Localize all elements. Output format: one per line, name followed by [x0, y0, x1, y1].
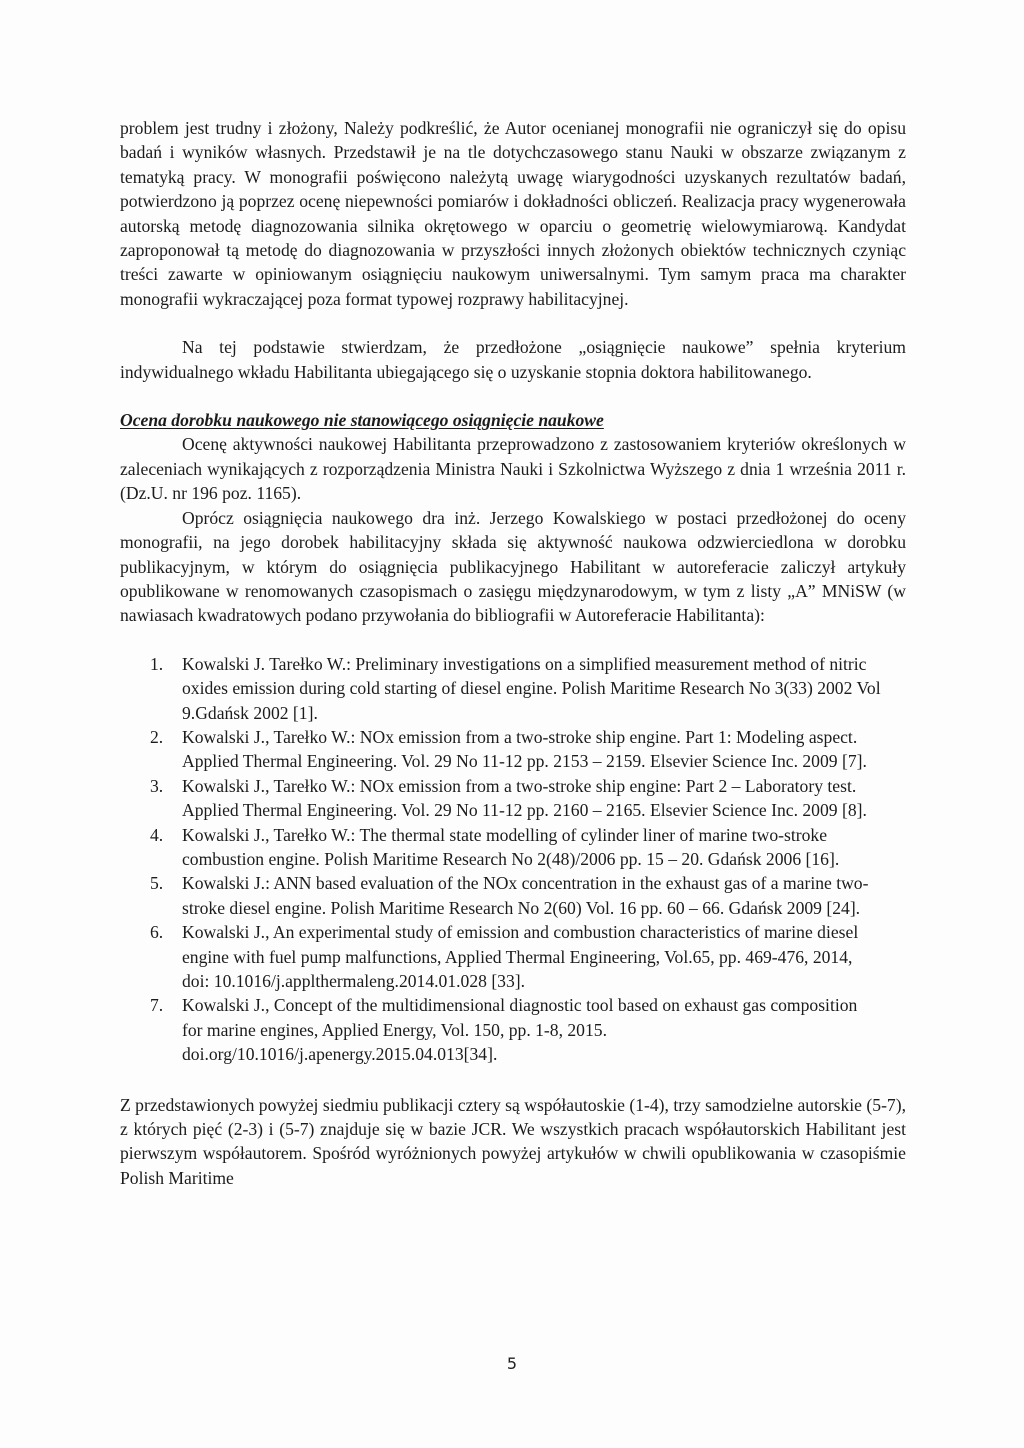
- section-heading: Ocena dorobku naukowego nie stanowiącego osiągnięcie naukowe: [120, 410, 604, 431]
- reference-text: Kowalski J.: ANN based evaluation of the NOx concentration in the exhaust gas of a marine two-stroke diesel engine. Polish Maritime Research No 2(60) Vol. 16 pp. 60 – 66. Gdańsk 2009 [24].: [182, 873, 869, 918]
- reference-text: Kowalski J., Concept of the multidimensional diagnostic tool based on exhaust gas composition for marine engines, Applied Energy, Vol. 150, pp. 1-8, 2015. doi.org/10.1016/j.apenergy.2015.04.013[34].: [182, 995, 858, 1065]
- page-number: 5: [506, 1354, 518, 1373]
- paragraph-monograph-assessment: problem jest trudny i złożony, Należy podkreślić, że Autor ocenianej monografii nie ograniczył się do opisu badań i wyników własnych. Przedstawił je na tle dotychczasowego stanu Nauki w obszarze związanym z tematyką pracy. W monografii poświęcono należytą uwagę wiarygodności uzyskanych rezultatów badań, potwierdzono ją poprzez ocenę niepewności pomiarów i dokładności obliczeń. Realizacja pracy wygenerowała autorską metodę diagnozowania silnika okrętowego w oparciu o geometrię wielowymiarową. Kandydat zaproponował tą metodę do diagnozowania w przyszłości innych złożonych obiektów technicznych czyniąc treści zawarte w opiniowanym osiągnięciu naukowym uniwersalnymi. Tym samym praca ma charakter monografii wykraczającej poza format typowej rozprawy habilitacyjnej.: [120, 118, 906, 309]
- reference-item: [120, 993, 882, 1066]
- reference-item: [120, 871, 882, 920]
- reference-text: Kowalski J. Tarełko W.: Preliminary investigations on a simplified measurement method of nitric oxides emission during cold starting of diesel engine. Polish Maritime Research No 3(33) 2002 Vol 9.Gdańsk 2002 [1].: [182, 653, 881, 723]
- paragraph-conclusion: Na tej podstawie stwierdzam, że przedłożone „osiągnięcie naukowe” spełnia kryterium indywidualnego wkładu Habilitanta ubiegającego się o uzyskanie stopnia doktora habilitowanego.: [120, 337, 906, 382]
- reference-number: 4.: [150, 824, 164, 845]
- reference-number: 7.: [150, 995, 164, 1016]
- reference-item: [120, 823, 882, 872]
- paragraph-activity-assessment: Ocenę aktywności naukowej Habilitanta przeprowadzono z zastosowaniem kryteriów określonych w zaleceniach wynikających z rozporządzenia Ministra Nauki i Szkolnictwa Wyższego z dnia 1 września 2011 r. (Dz.U. nr 196 poz. 1165).: [120, 434, 906, 504]
- reference-number: 2.: [150, 726, 164, 747]
- reference-item: [120, 725, 882, 774]
- reference-number: 5.: [150, 873, 164, 894]
- reference-item: [120, 774, 882, 823]
- reference-number: 1.: [150, 653, 164, 674]
- page-content: [120, 116, 906, 1190]
- reference-item: [120, 920, 882, 993]
- reference-number: 6.: [150, 922, 164, 943]
- reference-text: Kowalski J., Tarełko W.: The thermal state modelling of cylinder liner of marine two-stroke combustion engine. Polish Maritime Research No 2(48)/2006 pp. 15 – 20. Gdańsk 2006 [16].: [182, 824, 840, 869]
- reference-list: [120, 652, 906, 1067]
- reference-text: Kowalski J., Tarełko W.: NOx emission from a two-stroke ship engine: Part 2 – Laboratory test. Applied Thermal Engineering. Vol. 29 No 11-12 pp. 2160 – 2165. Elsevier Science Inc. 2009 [8].: [182, 775, 867, 821]
- reference-text: Kowalski J., An experimental study of emission and combustion characteristics of marine diesel engine with fuel pump malfunctions, Applied Thermal Engineering, Vol.65, pp. 469-476, 2014, doi: 10.1016/j.applthermaleng.2014.01.028 [33].: [182, 922, 859, 991]
- reference-item: [120, 652, 882, 725]
- paragraph-publication-summary: Z przedstawionych powyżej siedmiu publikacji cztery są współautoskie (1-4), trzy samodzielne autorskie (5-7), z których pięć (2-3) i (5-7) znajduje się w bazie JCR. We wszystkich pracach współautorskich Habilitant jest pierwszym współautorem. Spośród wyróżnionych powyżej artykułów w chwili opublikowania w czasopiśmie Polish Maritime: [120, 1094, 906, 1188]
- reference-number: 3.: [150, 775, 164, 796]
- paragraph-publication-record: Oprócz osiągnięcia naukowego dra inż. Jerzego Kowalskiego w postaci przedłożonej do oceny monografii, na jego dorobek habilitacyjny składa się aktywność naukowa odzwierciedlona w dorobku publikacyjnym, w którym do osiągnięcia publikacyjnego Habilitant w autoreferacie zaliczył artykuły opublikowane w renomowanych czasopismach o zasięgu międzynarodowym, w tym z listy „A” MNiSW (w nawiasach kwadratowych podano przywołania do bibliografii w Autoreferacie Habilitanta):: [120, 507, 906, 626]
- reference-text: Kowalski J., Tarełko W.: NOx emission from a two-stroke ship engine. Part 1: Modeling aspect. Applied Thermal Engineering. Vol. 29 No 11-12 pp. 2153 – 2159. Elsevier Science Inc. 2009 [7].: [182, 726, 867, 772]
